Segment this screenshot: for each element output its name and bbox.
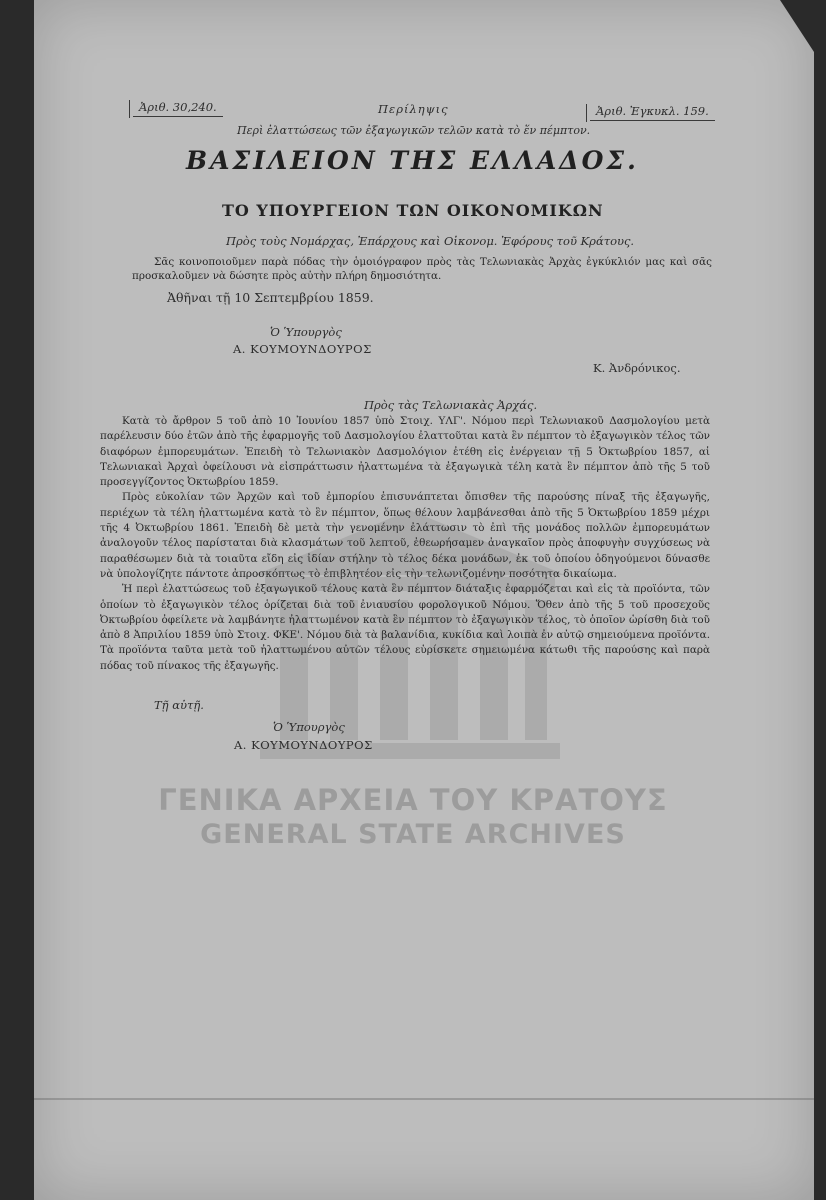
circular-heading: Πρὸς τὰς Τελωνιακὰς Ἀρχάς. bbox=[364, 398, 538, 412]
circular-body bbox=[100, 414, 710, 674]
watermark-english: GENERAL STATE ARCHIVES bbox=[200, 819, 626, 850]
minister-role-2: Ὁ Ὑπουργὸς bbox=[273, 720, 345, 734]
minister-name: Α. ΚΟΥΜΟΥΝΔΟΥΡΟΣ bbox=[233, 342, 372, 356]
summary-label: Περίληψις bbox=[378, 102, 449, 116]
document-title: ΒΑΣΙΛΕΙΟΝ ΤΗΣ ΕΛΛΑΔΟΣ. bbox=[186, 146, 639, 175]
secretary-name: Κ. Ἀνδρόνικος. bbox=[593, 361, 681, 375]
minister-name-2: Α. ΚΟΥΜΟΥΝΔΟΥΡΟΣ bbox=[234, 738, 373, 752]
closing-date: Τῇ αὐτῇ. bbox=[154, 698, 204, 712]
torn-corner bbox=[780, 0, 814, 52]
reference-number-left: Ἀριθ. 30,240. bbox=[133, 100, 223, 117]
intro-paragraph bbox=[132, 255, 712, 283]
body-paragraph-1: Κατὰ τὸ ἄρθρον 5 τοῦ ἀπὸ 10 Ἰουνίου 1857 ὑπὸ Στοιχ. ΥΛΓ'. Νόμου περὶ Τελωνιακοῦ Δασμολογίου μετὰ παρέλευσιν δύο ἐτῶν ἀπὸ τῆς ἐφαρμογῆς τοῦ Δασμολογίου ἐλαττοῦται κατὰ ἓν πέμπτον τὸ ἐξαγωγικὸν τέλος τῶν διαφόρων ἐμπορευμάτων. Ἐπειδὴ τὸ Τελωνιακὸν Δασμολόγιον ἐτέθη εἰς ἐνέργειαν τῇ 5 Ὀκτωβρίου 1857, αἱ Τελωνιακαὶ Ἀρχαὶ ὀφείλουσι νὰ εἰσπράττωσιν ἠλαττωμένα τὰ ἐξαγωγικὰ τέλη κατὰ ἓν πέμπτον ἀπὸ τῆς 5 τοῦ προσεγγίζοντος Ὀκτωβρίου 1859. bbox=[100, 415, 710, 489]
body-paragraph-3: Ἡ περὶ ἐλαττώσεως τοῦ ἐξαγωγικοῦ τέλους κατὰ ἓν πέμπτον διάταξις ἐφαρμόζεται καὶ εἰς τὰ προϊόντα, τῶν ὁποίων τὸ ἐξαγωγικὸν τέλος ὁρίζεται διὰ τοῦ ἐνιαυσίου φορολογικοῦ Νόμου. Ὅθεν ἀπὸ τῆς 5 τοῦ προσεχοῦς Ὀκτωβρίου ὀφείλετε νὰ λαμβάνητε ἠλαττωμένον κατὰ ἓν πέμπτον τὸ ἐξαγωγικὸν τέλος, τὸ ὁποῖον ὡρίσθη διὰ τοῦ ἀπὸ 8 Ἀπριλίου 1859 ὑπὸ Στοιχ. ΦΚΕ'. Νόμου διὰ τὰ βαλανίδια, κυκίδια καὶ λοιπὰ ἐν αὐτῷ σημειούμενα προϊόντα. Τὰ προϊόντα ταῦτα μετὰ τοῦ ἠλαττωμένου αὐτῶν τέλους εὑρίσκετε σημειωμένα κάτωθι τῆς παρούσης καὶ παρὰ πόδας τοῦ πίνακος τῆς ἐξαγωγῆς. bbox=[100, 583, 710, 672]
place-date: Ἀθῆναι τῇ 10 Σεπτεμβρίου 1859. bbox=[167, 290, 374, 305]
paper-fold bbox=[34, 1098, 814, 1100]
ministry-heading: ΤΟ ΥΠΟΥΡΓΕΙΟΝ ΤΩΝ ΟΙΚΟΝΟΜΙΚΩΝ bbox=[222, 201, 604, 220]
reference-number-right: Ἀριθ. Ἐγκυκλ. 159. bbox=[590, 104, 715, 121]
body-paragraph-2: Πρὸς εὐκολίαν τῶν Ἀρχῶν καὶ τοῦ ἐμπορίου ἐπισυνάπτεται ὄπισθεν τῆς παρούσης πίναξ τῆς ἐξαγωγῆς, περιέχων τὰ τέλη ἠλαττωμένα κατὰ τὸ ἓν πέμπτον, ὅπως θέλουν λαμβάνεσθαι ἀπὸ τῆς 5 Ὀκτωβρίου 1859 μέχρι τῆς 4 Ὀκτωβρίου 1861. Ἐπειδὴ δὲ μετὰ τὴν γενομένην ἐλάττωσιν τὸ ἐπὶ τῆς μονάδος πολλῶν ἐμπορευμάτων ἀναλογοῦν τέλος παρίσταται διὰ κλασμάτων τοῦ λεπτοῦ, ἐθεωρήσαμεν ἀναγκαῖον πρὸς ἀποφυγὴν συγχύσεως νὰ παραθέσωμεν διὰ τὰ τοιαῦτα εἴδη εἰς ἰδίαν στήλην τὸ τέλος δέκα μονάδων, ἐκ τοῦ ὁποίου ὁδηγούμενοι δύνασθε νὰ ὑπολογίζητε πάντοτε ἀπροσκόπτως τὸ ἐπιβλητέον εἰς τὴν τελωνιζομένην ποσότητα δικαίωμα. bbox=[100, 491, 710, 580]
addressees-line: Πρὸς τοὺς Νομάρχας, Ἐπάρχους καὶ Οἰκονομ. Ἐφόρους τοῦ Κράτους. bbox=[226, 234, 635, 248]
subject-line: Περὶ ἐλαττώσεως τῶν ἐξαγωγικῶν τελῶν κατὰ τὸ ἕν πέμπτον. bbox=[237, 124, 591, 137]
watermark-greek: ΓΕΝΙΚΑ ΑΡΧΕΙΑ ΤΟΥ ΚΡΑΤΟΥΣ bbox=[158, 783, 668, 817]
intro-text: Σᾶς κοινοποιοῦμεν παρὰ πόδας τὴν ὁμοιόγραφον πρὸς τὰς Τελωνιακὰς Ἀρχὰς ἐγκύκλιόν μας καὶ σᾶς προσκαλοῦμεν νὰ δώσητε πρὸς αὐτὴν πλήρη δημοσιότητα. bbox=[132, 256, 712, 282]
minister-role: Ὁ Ὑπουργὸς bbox=[270, 325, 342, 339]
